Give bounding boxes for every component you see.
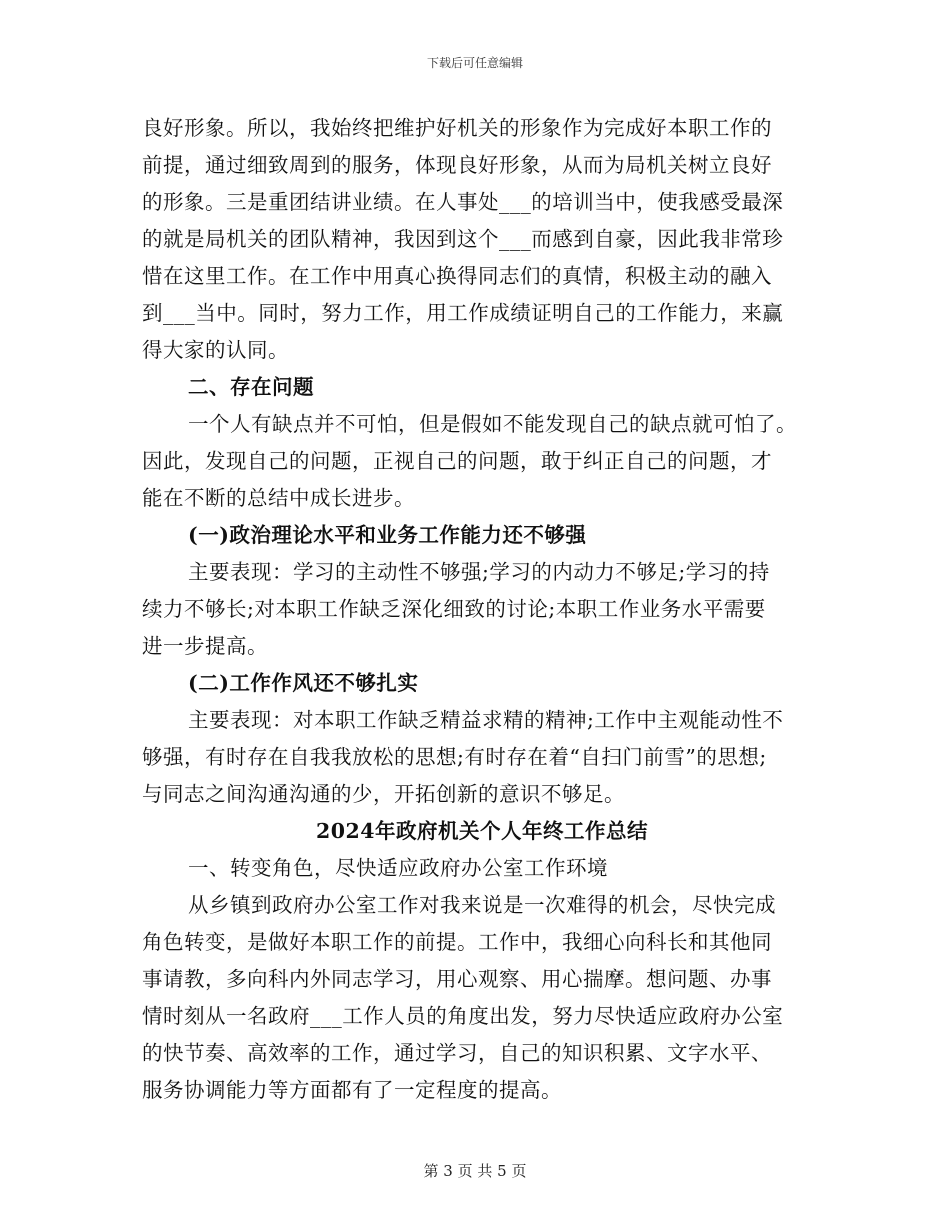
paragraph-line: 前提，通过细致周到的服务，体现良好形象，从而为局机关树立良好	[142, 153, 772, 177]
paragraph-line: 情时刻从一名政府___工作人员的角度出发，努力尽快适应政府办公室	[142, 1004, 784, 1028]
paragraph-line: 良好形象。所以，我始终把维护好机关的形象作为完成好本职工作的	[142, 116, 772, 140]
section-heading: (一)政治理论水平和业务工作能力还不够强	[188, 523, 587, 547]
paragraph-line: 与同志之间沟通沟通的少，开拓创新的意识不够足。	[142, 782, 625, 806]
paragraph-line: 一、转变角色，尽快适应政府办公室工作环境	[188, 856, 608, 880]
paragraph-line: 事请教，多向科内外同志学习，用心观察、用心揣摩。想问题、办事	[142, 967, 772, 991]
paragraph-line: 因此，发现自己的问题，正视自己的问题，敢于纠正自己的问题，才	[142, 449, 772, 473]
paragraph-line: 能在不断的总结中成长进步。	[142, 486, 415, 510]
page-number: 第 3 页 共 5 页	[423, 1162, 527, 1180]
document-body	[142, 110, 822, 1109]
paragraph-line: 的形象。三是重团结讲业绩。在人事处___的培训当中，使我感受最深	[142, 190, 784, 214]
paragraph-line: 服务协调能力等方面都有了一定程度的提高。	[142, 1078, 562, 1102]
paragraph-line: 得大家的认同。	[142, 338, 289, 362]
paragraph-line: 惜在这里工作。在工作中用真心换得同志们的真情，积极主动的融入	[142, 264, 772, 288]
section-heading: 二、存在问题	[188, 375, 314, 399]
paragraph-line: 够强，有时存在自我我放松的思想;有时存在着“自扫门前雪”的思想;	[142, 745, 767, 769]
paragraph-line: 的快节奏、高效率的工作，通过学习，自己的知识积累、文字水平、	[142, 1041, 772, 1065]
header-note: 下载后可任意编辑	[426, 56, 523, 70]
paragraph-line: 续力不够长;对本职工作缺乏深化细致的讨论;本职工作业务水平需要	[142, 597, 766, 621]
paragraph-line: 主要表现：对本职工作缺乏精益求精的精神;工作中主观能动性不	[188, 708, 784, 732]
paragraph-line: 的就是局机关的团队精神，我因到这个___而感到自豪，因此我非常珍	[142, 227, 784, 251]
paragraph-line: 进一步提高。	[142, 634, 268, 658]
paragraph-line: 一个人有缺点并不可怕，但是假如不能发现自己的缺点就可怕了。	[188, 412, 797, 436]
paragraph-line: 从乡镇到政府办公室工作对我来说是一次难得的机会，尽快完成	[188, 893, 776, 917]
section-title: 2024年政府机关个人年终工作总结	[315, 819, 649, 843]
paragraph-line: 主要表现：学习的主动性不够强;学习的内动力不够足;学习的持	[188, 560, 770, 584]
paragraph-line: 角色转变，是做好本职工作的前提。工作中，我细心向科长和其他同	[142, 930, 772, 954]
paragraph-line: 到___当中。同时，努力工作，用工作成绩证明自己的工作能力，来赢	[142, 301, 784, 325]
section-heading: (二)工作作风还不够扎实	[188, 671, 419, 695]
